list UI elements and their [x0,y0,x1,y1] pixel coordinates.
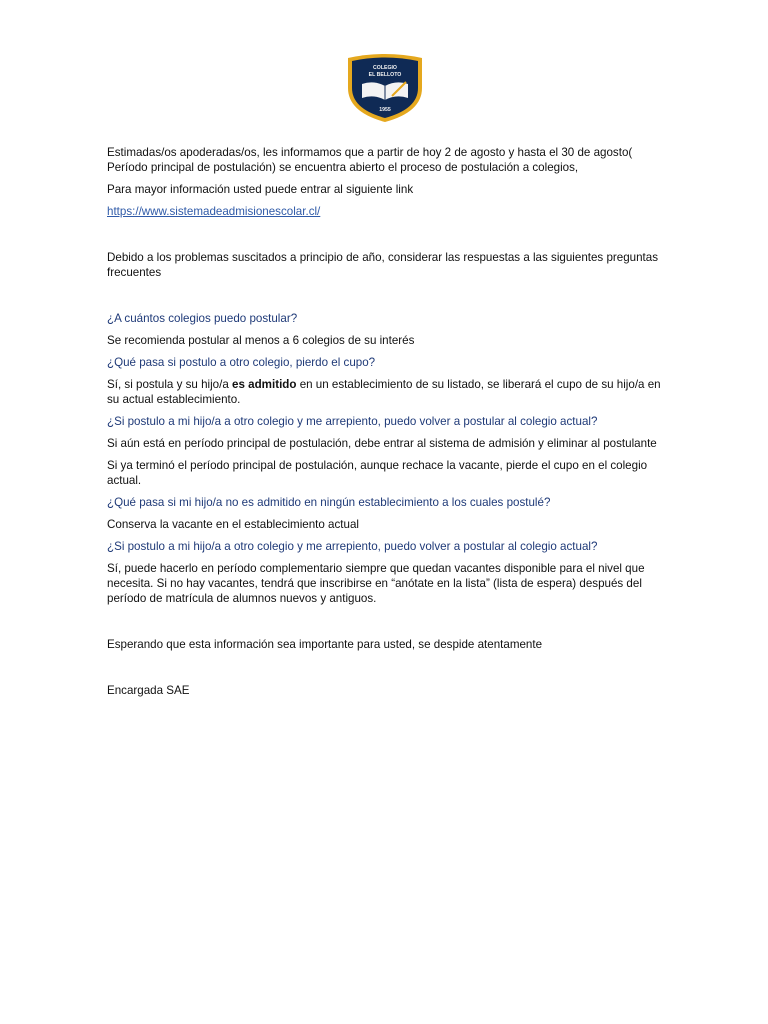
logo-year: 1955 [379,107,391,113]
faq-question-2: ¿Qué pasa si postulo a otro colegio, pierdo el cupo? [107,356,376,369]
letter-body [107,145,667,698]
faq-answer-2-start: Sí, si postula y su hijo/a [107,378,233,391]
faq-answer-2-bold: es admitido [232,378,297,391]
faq-question-3: ¿Si postulo a mi hijo/a a otro colegio y me arrepiento, puedo volver a postular al colegio actual? [107,415,598,428]
faq-question-5: ¿Si postulo a mi hijo/a a otro colegio y me arrepiento, puedo volver a postular al colegio actual? [107,540,598,553]
faq-answer-5: Sí, puede hacerlo en período complementario siempre que quedan vacantes disponible para el nivel que necesita. Si no hay vacantes, tendrá que inscribirse en “anótate en la lista” (lista de espera) después del período de matrícula de alumnos nuevos y antiguos. [107,562,645,605]
school-crest-logo [342,52,428,124]
faq-intro-paragraph: Debido a los problemas suscitados a principio de año, considerar las respuestas a las siguientes preguntas frecuentes [107,251,659,279]
admission-system-link[interactable]: https://www.sistemadeadmisionescolar.cl/ [107,205,321,218]
faq-question-1: ¿A cuántos colegios puedo postular? [107,312,298,325]
intro-paragraph: Estimadas/os apoderadas/os, les informamos que a partir de hoy 2 de agosto y hasta el 30 de agosto( Período principal de postulación) se encuentra abierto el proceso de postulación a colegios, [107,146,633,174]
faq-answer-3a: Si aún está en período principal de postulación, debe entrar al sistema de admisión y eliminar al postulante [107,437,657,450]
closing-signature: Encargada SAE [107,684,190,697]
faq-answer-2 [107,377,667,407]
faq-answer-1: Se recomienda postular al menos a 6 colegios de su interés [107,334,415,347]
faq-question-4: ¿Qué pasa si mi hijo/a no es admitido en ningún establecimiento a los cuales postulé? [107,496,551,509]
faq-answer-3b: Si ya terminó el período principal de postulación, aunque rechace la vacante, pierde el cupo en el colegio actual. [107,459,648,487]
faq-answer-2-end: en un establecimiento de su listado, se liberará el cupo de su hijo/a en su actual establecimiento. [107,378,661,406]
logo-text-mid: EL BELLOTO [368,72,402,78]
logo-text-top: COLEGIO [373,65,397,71]
faq-answer-4: Conserva la vacante en el establecimiento actual [107,518,359,531]
link-intro-text: Para mayor información usted puede entrar al siguiente link [107,183,414,196]
closing-farewell: Esperando que esta información sea importante para usted, se despide atentamente [107,638,543,651]
